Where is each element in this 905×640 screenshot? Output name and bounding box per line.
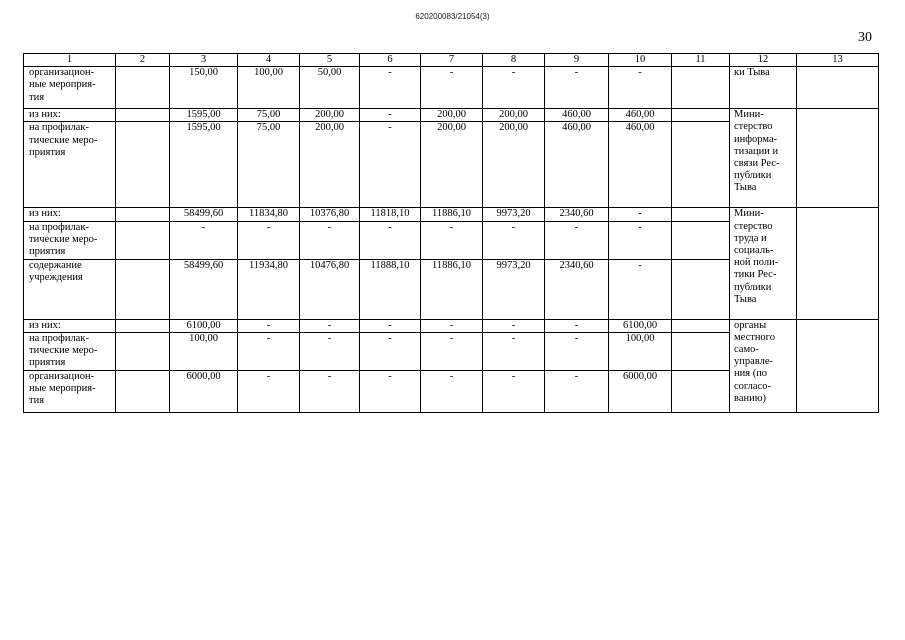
cell-col-4: -: [238, 319, 300, 332]
cell-col-5: 200,00: [300, 122, 360, 208]
cell-col-6: -: [360, 332, 421, 370]
responsible-executor: Мини- стерство труда и социаль- ной поли- тики Рес- публики Тыва: [730, 208, 797, 319]
column-header-9: 9: [545, 54, 609, 67]
cell-col-2: [116, 221, 170, 259]
row-label: из них:: [24, 208, 116, 221]
cell-col-7: -: [421, 67, 483, 109]
cell-col-4: 11834,80: [238, 208, 300, 221]
cell-col-10: 100,00: [609, 332, 672, 370]
cell-col-7: 11886,10: [421, 208, 483, 221]
cell-col-6: 11818,10: [360, 208, 421, 221]
cell-col-3: -: [170, 221, 238, 259]
cell-col-8: -: [483, 67, 545, 109]
responsible-executor: органы местного само- управле- ния (по согласо- ванию): [730, 319, 797, 412]
cell-col-10: -: [609, 259, 672, 319]
cell-col-5: -: [300, 332, 360, 370]
cell-col-11: [672, 109, 730, 122]
cell-col-8: 9973,20: [483, 208, 545, 221]
cell-col-9: 460,00: [545, 122, 609, 208]
cell-col-11: [672, 221, 730, 259]
cell-col-3: 6100,00: [170, 319, 238, 332]
cell-col-3: 6000,00: [170, 370, 238, 412]
cell-col-2: [116, 332, 170, 370]
cell-col-4: 75,00: [238, 122, 300, 208]
cell-col-5: -: [300, 221, 360, 259]
column-header-4: 4: [238, 54, 300, 67]
cell-col-10: 6100,00: [609, 319, 672, 332]
cell-col-8: -: [483, 332, 545, 370]
cell-col-4: 75,00: [238, 109, 300, 122]
cell-col-9: -: [545, 319, 609, 332]
cell-col-9: -: [545, 221, 609, 259]
cell-col-13: [797, 319, 879, 412]
cell-col-3: 58499,60: [170, 259, 238, 319]
cell-col-2: [116, 319, 170, 332]
document-id: 620200083/21054(3): [415, 12, 490, 21]
cell-col-4: -: [238, 370, 300, 412]
cell-col-6: -: [360, 67, 421, 109]
table-row: [24, 208, 879, 221]
cell-col-6: -: [360, 122, 421, 208]
cell-col-8: -: [483, 319, 545, 332]
row-label: из них:: [24, 109, 116, 122]
cell-col-13: [797, 67, 879, 109]
cell-col-8: 200,00: [483, 109, 545, 122]
cell-col-5: 200,00: [300, 109, 360, 122]
cell-col-11: [672, 208, 730, 221]
table-row: [24, 67, 879, 109]
cell-col-3: 1595,00: [170, 122, 238, 208]
cell-col-9: -: [545, 370, 609, 412]
header-row: [24, 54, 879, 67]
cell-col-9: -: [545, 332, 609, 370]
page-number: 30: [858, 30, 872, 45]
cell-col-7: -: [421, 319, 483, 332]
cell-col-8: 9973,20: [483, 259, 545, 319]
column-header-12: 12: [730, 54, 797, 67]
cell-col-9: -: [545, 67, 609, 109]
cell-col-6: -: [360, 109, 421, 122]
cell-col-6: -: [360, 370, 421, 412]
cell-col-5: -: [300, 319, 360, 332]
responsible-executor: ки Тыва: [730, 67, 797, 109]
responsible-executor: Мини- стерство информа- тизации и связи Рес- публики Тыва: [730, 109, 797, 208]
cell-col-7: 200,00: [421, 122, 483, 208]
cell-col-11: [672, 259, 730, 319]
column-header-6: 6: [360, 54, 421, 67]
cell-col-10: 460,00: [609, 122, 672, 208]
cell-col-4: 11934,80: [238, 259, 300, 319]
column-header-11: 11: [672, 54, 730, 67]
cell-col-4: 100,00: [238, 67, 300, 109]
cell-col-7: -: [421, 332, 483, 370]
cell-col-11: [672, 67, 730, 109]
column-header-3: 3: [170, 54, 238, 67]
row-label: на профилак- тические меро- приятия: [24, 332, 116, 370]
cell-col-2: [116, 259, 170, 319]
cell-col-10: -: [609, 221, 672, 259]
cell-col-5: -: [300, 370, 360, 412]
cell-col-8: -: [483, 370, 545, 412]
cell-col-5: 10476,80: [300, 259, 360, 319]
cell-col-2: [116, 122, 170, 208]
cell-col-2: [116, 109, 170, 122]
cell-col-13: [797, 109, 879, 208]
row-label: содержание учреждения: [24, 259, 116, 319]
cell-col-10: 460,00: [609, 109, 672, 122]
cell-col-3: 58499,60: [170, 208, 238, 221]
budget-table: [23, 53, 879, 413]
cell-col-11: [672, 370, 730, 412]
cell-col-2: [116, 208, 170, 221]
cell-col-6: 11888,10: [360, 259, 421, 319]
cell-col-8: 200,00: [483, 122, 545, 208]
cell-col-7: 11886,10: [421, 259, 483, 319]
cell-col-5: 10376,80: [300, 208, 360, 221]
cell-col-8: -: [483, 221, 545, 259]
cell-col-2: [116, 370, 170, 412]
row-label: организацион- ные мероприя- тия: [24, 67, 116, 109]
row-label: на профилак- тические меро- приятия: [24, 221, 116, 259]
cell-col-6: -: [360, 319, 421, 332]
column-header-8: 8: [483, 54, 545, 67]
table-row: [24, 319, 879, 332]
cell-col-5: 50,00: [300, 67, 360, 109]
table-row: [24, 109, 879, 122]
cell-col-11: [672, 332, 730, 370]
row-label: на профилак- тические меро- приятия: [24, 122, 116, 208]
column-header-13: 13: [797, 54, 879, 67]
column-header-10: 10: [609, 54, 672, 67]
cell-col-6: -: [360, 221, 421, 259]
row-label: организацион- ные мероприя- тия: [24, 370, 116, 412]
cell-col-10: -: [609, 208, 672, 221]
cell-col-13: [797, 208, 879, 319]
table-body: [24, 54, 879, 413]
cell-col-11: [672, 122, 730, 208]
cell-col-10: -: [609, 67, 672, 109]
column-header-1: 1: [24, 54, 116, 67]
cell-col-11: [672, 319, 730, 332]
cell-col-3: 150,00: [170, 67, 238, 109]
cell-col-7: 200,00: [421, 109, 483, 122]
cell-col-4: -: [238, 221, 300, 259]
cell-col-3: 1595,00: [170, 109, 238, 122]
cell-col-3: 100,00: [170, 332, 238, 370]
cell-col-9: 2340,60: [545, 208, 609, 221]
row-label: из них:: [24, 319, 116, 332]
cell-col-2: [116, 67, 170, 109]
cell-col-7: -: [421, 370, 483, 412]
column-header-5: 5: [300, 54, 360, 67]
column-header-7: 7: [421, 54, 483, 67]
cell-col-9: 460,00: [545, 109, 609, 122]
cell-col-4: -: [238, 332, 300, 370]
column-header-2: 2: [116, 54, 170, 67]
cell-col-7: -: [421, 221, 483, 259]
cell-col-10: 6000,00: [609, 370, 672, 412]
cell-col-9: 2340,60: [545, 259, 609, 319]
